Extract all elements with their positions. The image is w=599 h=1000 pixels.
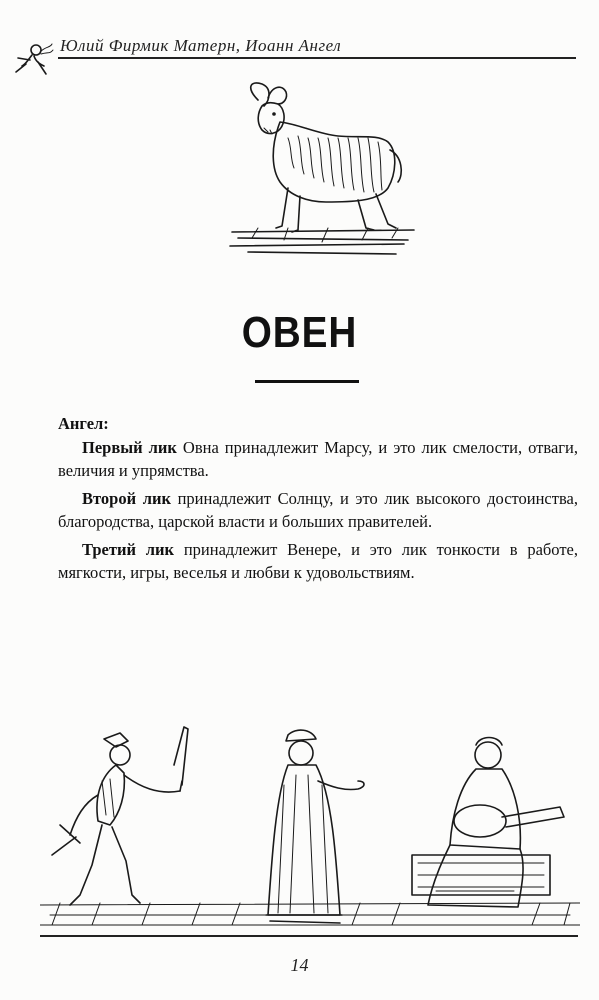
header-rule xyxy=(58,57,576,59)
running-header: Юлий Фирмик Матерн, Иоанн Ангел xyxy=(60,36,342,55)
title-rule xyxy=(255,380,359,383)
paragraph-lead: Первый лик xyxy=(82,437,177,457)
paragraph-second xyxy=(58,487,578,534)
paragraph-text: принадлежит Солнцу, и это лик высокого достоинства, благородства, царской власти и больших правителей. xyxy=(58,488,578,531)
paragraph-lead: Третий лик xyxy=(82,539,175,559)
swordsman-figure xyxy=(52,727,188,905)
robed-figure xyxy=(266,730,364,923)
page-title: ОВЕН xyxy=(241,308,358,357)
paragraph-third xyxy=(58,538,578,585)
bottom-rule xyxy=(40,935,578,937)
paragraph-text: Овна принадлежит Марсу, и это лик смелости, отваги, величия и упрямства. xyxy=(58,437,578,480)
page-number: 14 xyxy=(290,955,309,975)
cherub-icon xyxy=(10,40,54,78)
speaker-label: Ангел: xyxy=(58,414,109,433)
ram-woodcut xyxy=(228,78,418,263)
paragraph-lead: Второй лик xyxy=(82,488,171,508)
three-figures-woodcut xyxy=(40,725,580,940)
paragraph-first xyxy=(58,436,578,483)
body-text xyxy=(58,412,578,589)
paragraph-text: принадлежит Венере, и это лик тонкости в работе, мягкости, игры, веселья и любви к удовольствиям. xyxy=(58,539,578,582)
lute-player-figure xyxy=(412,738,564,908)
